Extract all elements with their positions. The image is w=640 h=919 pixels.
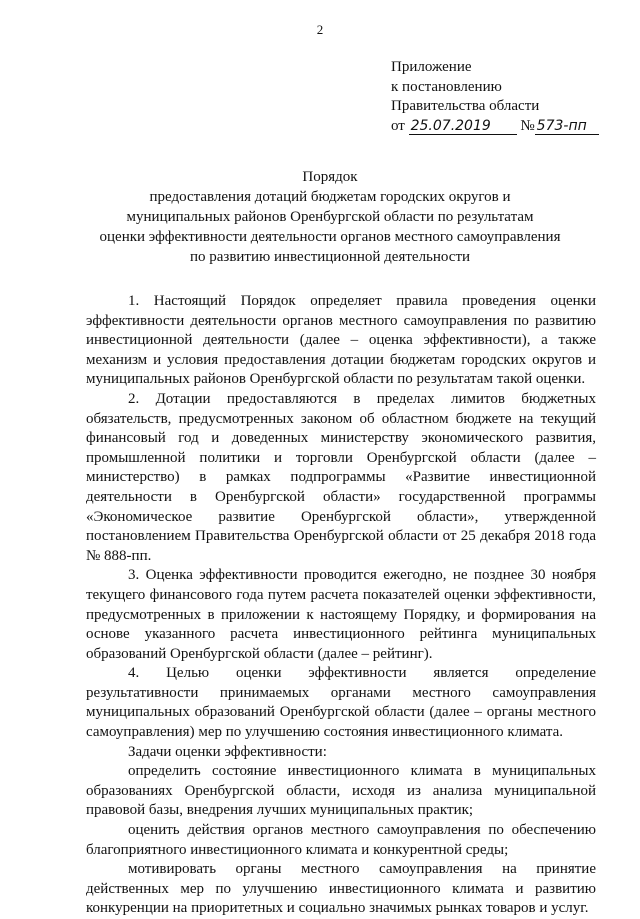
tasks-heading: Задачи оценки эффективности:	[128, 743, 327, 760]
task-3: мотивировать органы местного самоуправления на принятие действенных мер по улучшению инвестиционного климата и развитию конкуренции на приоритетных и социально значимых рынках товаров и услуг.	[86, 861, 596, 917]
appendix-block	[391, 58, 599, 136]
title-line-2: муниципальных районов Оренбургской области по результатам	[126, 209, 534, 225]
page-number: 2	[316, 22, 324, 37]
number-prefix: №	[520, 117, 535, 134]
title-line-1: предоставления дотаций бюджетам городских округов и	[149, 189, 511, 205]
task-1: определить состояние инвестиционного климата в муниципальных образованиях Оренбургской области, исходя из анализа муниципальной правовой базы, внедрения лучших муниципальных практик;	[86, 763, 596, 819]
title-line-4: по развитию инвестиционной деятельности	[189, 249, 471, 265]
title-heading: Порядок	[302, 169, 358, 185]
task-2: оценить действия органов местного самоуправления по обеспечению благоприятного инвестиционного климата и конкурентной среды;	[86, 822, 596, 858]
paragraph-3: 3. Оценка эффективности проводится ежегодно, не позднее 30 ноября текущего финансового года путем расчета показателей оценки эффективности, предусмотренных в приложении к настоящему Порядку, и формирования на основе указанного расчета инвестиционного рейтинга муниципальных образований Оренбургской области (далее – рейтинг).	[86, 567, 596, 662]
document-body	[86, 292, 596, 919]
paragraph-1: 1. Настоящий Порядок определяет правила проведения оценки эффективности деятельности органов местного самоуправления по развитию инвестиционной деятельности (далее – оценка эффективности), а также механизм и условия предоставления дотации бюджетам городских округов и муниципальных районов Оренбургской области по результатам такой оценки.	[86, 293, 596, 388]
paragraph-4: 4. Целью оценки эффективности является определение результативности принимаемых органами местного самоуправления муниципальных образований Оренбургской области (далее – органы местного самоуправления) мер по улучшению состояния инвестиционного климата.	[86, 665, 596, 741]
appendix-date-line	[391, 117, 599, 137]
paragraph-2: 2. Дотации предоставляются в пределах лимитов бюджетных обязательств, предусмотренных законом об областном бюджете на текущий финансовый год и доведенных министерству экономического развития, промышленной политики и торговли Оренбургской области (далее – министерство) в рамках подпрограммы «Развитие инвестиционной деятельности в Оренбургской области» государственной программы «Экономическое развитие Оренбургской области», утвержденной постановлением Правительства Оренбургской области от 25 декабря 2018 года № 888-пп.	[86, 390, 596, 564]
handwritten-date: 25.07.2019	[409, 119, 517, 135]
document-title	[60, 167, 600, 267]
title-line-3: оценки эффективности деятельности органов местного самоуправления	[99, 229, 561, 245]
date-prefix: от	[391, 117, 405, 134]
handwritten-number: 573-пп	[535, 119, 599, 135]
appendix-line-1: Приложение	[391, 59, 472, 75]
appendix-line-3: Правительства области	[391, 98, 540, 114]
appendix-line-2: к постановлению	[391, 78, 502, 95]
